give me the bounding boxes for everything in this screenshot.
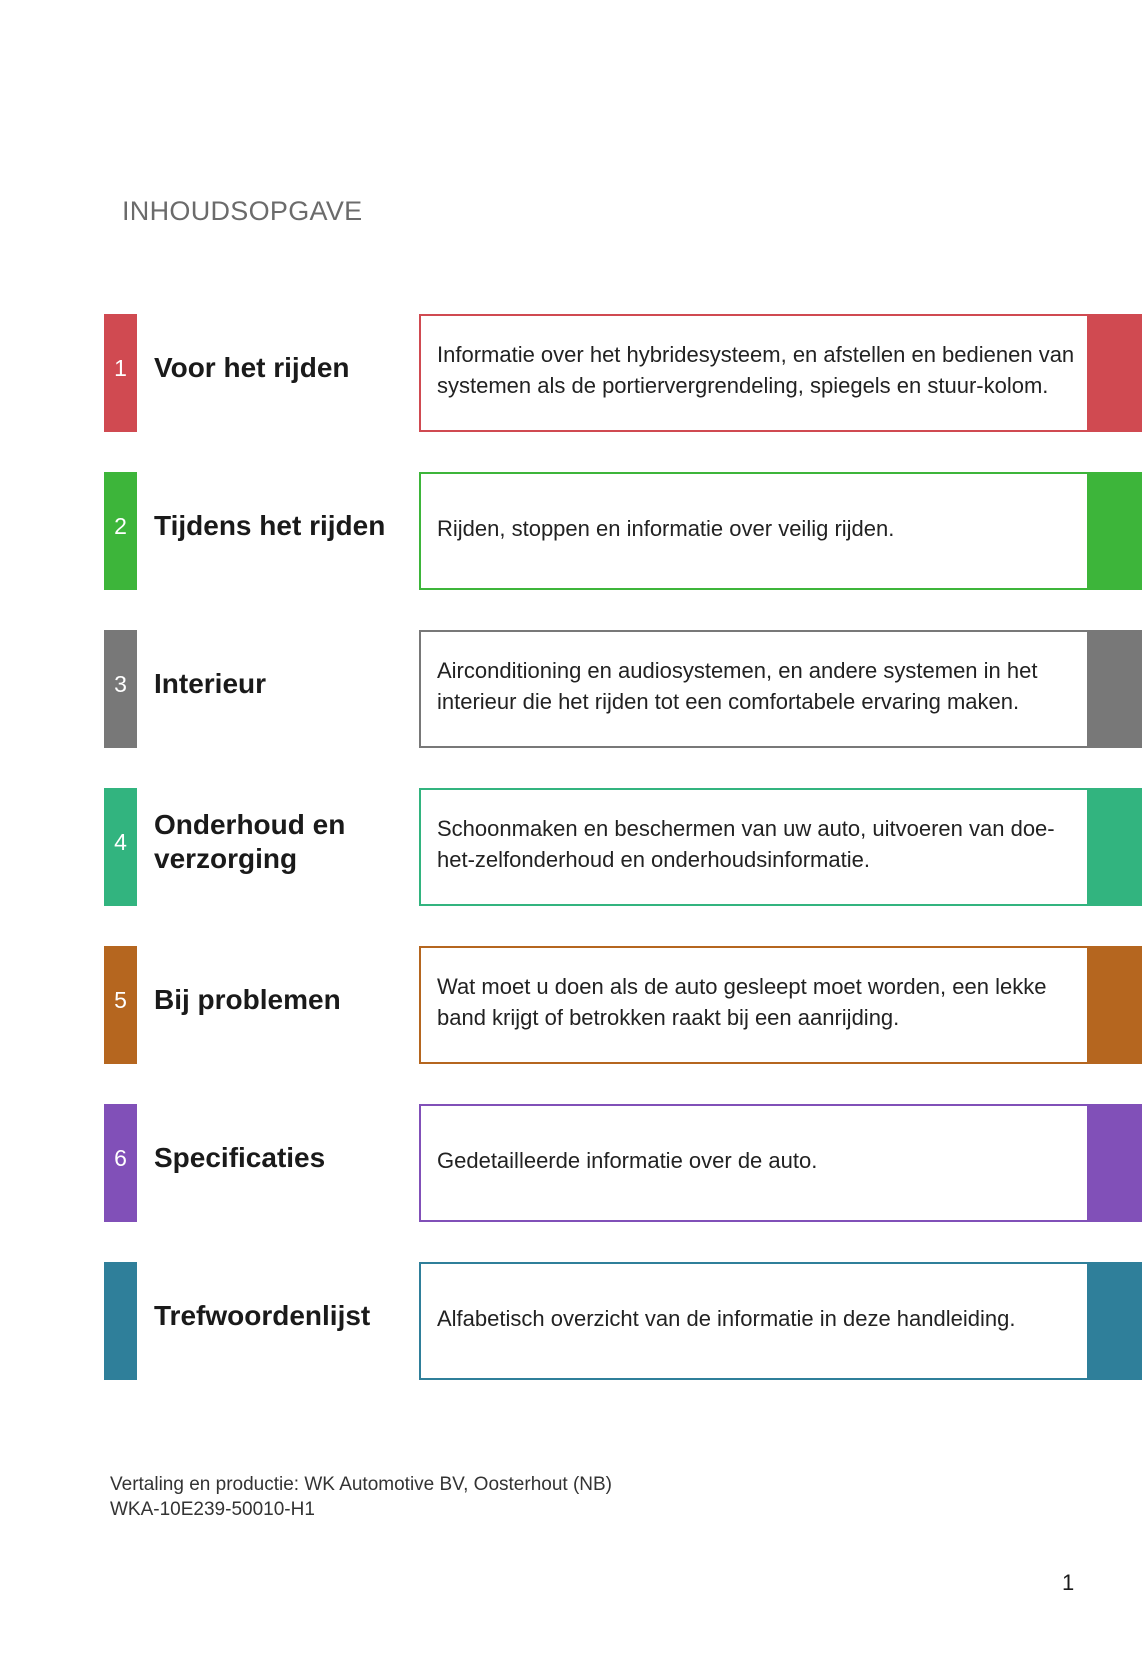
chapter-title[interactable]: Tijdens het rijden (154, 510, 386, 541)
chapter-title[interactable]: Specificaties (154, 1142, 326, 1173)
chapter-description-box (419, 788, 1089, 906)
chapter-number: 2 (114, 512, 127, 539)
chapter-description: Informatie over het hybridesysteem, en afstellen en bedienen van systemen als de portiervergrendeling, spiegels en stuur-kolom. (437, 342, 1075, 398)
chapter-number: 3 (114, 670, 127, 697)
chapter-edge-tab-index[interactable] (1089, 1262, 1142, 1380)
chapter-edge-tab-1[interactable] (1089, 314, 1142, 432)
chapter-tab-3 (104, 630, 137, 748)
toc-row-5[interactable] (104, 946, 1142, 1064)
chapter-description-box (419, 630, 1089, 748)
toc-row-6[interactable] (104, 1104, 1142, 1222)
chapter-description-box (419, 1262, 1089, 1380)
chapter-number: 4 (114, 828, 127, 855)
chapter-description: Alfabetisch overzicht van de informatie in deze handleiding. (437, 1305, 1016, 1331)
footer-credits (110, 1472, 612, 1522)
chapter-edge-tab-3[interactable] (1089, 630, 1142, 748)
chapter-description-box (419, 314, 1089, 432)
toc-row-4[interactable] (104, 788, 1142, 906)
toc-row-index[interactable] (104, 1262, 1142, 1380)
chapter-edge-tab-2[interactable] (1089, 472, 1142, 590)
chapter-description: Gedetailleerde informatie over de auto. (437, 1147, 818, 1173)
chapter-description: Airconditioning en audiosystemen, en andere systemen in het interieur die het rijden tot een comfortabele ervaring maken. (437, 658, 1038, 714)
chapter-tab-4 (104, 788, 137, 906)
chapter-title[interactable]: Interieur (154, 668, 267, 699)
chapter-number: 6 (114, 1144, 127, 1171)
chapter-title[interactable]: Onderhoud en verzorging (154, 809, 346, 874)
toc-row-3[interactable] (104, 630, 1142, 748)
toc-row-1[interactable] (104, 314, 1142, 432)
chapter-title[interactable]: Voor het rijden (154, 352, 350, 383)
chapter-tab-index (104, 1262, 137, 1380)
toc-row-2[interactable] (104, 472, 1142, 590)
chapter-edge-tab-5[interactable] (1089, 946, 1142, 1064)
chapter-description: Wat moet u doen als de auto gesleept moet worden, een lekke band krijgt of betrokken raakt bij een aanrijding. (437, 974, 1047, 1030)
chapter-title[interactable]: Bij problemen (154, 984, 341, 1015)
chapter-edge-tab-4[interactable] (1089, 788, 1142, 906)
chapter-number: 1 (114, 354, 127, 381)
chapter-title[interactable]: Trefwoordenlijst (154, 1300, 371, 1331)
page-heading: INHOUDSOPGAVE (122, 196, 363, 226)
footer-document-code: WKA-10E239-50010-H1 (110, 1499, 315, 1520)
chapter-description-box (419, 1104, 1089, 1222)
chapter-description-box (419, 472, 1089, 590)
chapter-description: Rijden, stoppen en informatie over veilig rijden. (437, 515, 895, 541)
footer-production-line: Vertaling en productie: WK Automotive BV, Oosterhout (NB) (110, 1474, 612, 1495)
chapter-tab-2 (104, 472, 137, 590)
chapter-tab-1 (104, 314, 137, 432)
page-number: 1 (1062, 1570, 1075, 1595)
chapter-number: 5 (114, 986, 127, 1013)
chapter-tab-6 (104, 1104, 137, 1222)
chapter-edge-tab-6[interactable] (1089, 1104, 1142, 1222)
chapter-tab-5 (104, 946, 137, 1064)
chapter-description-box (419, 946, 1089, 1064)
chapter-description: Schoonmaken en beschermen van uw auto, uitvoeren van doe-het-zelfonderhoud en onderhoudsinformatie. (437, 816, 1055, 872)
